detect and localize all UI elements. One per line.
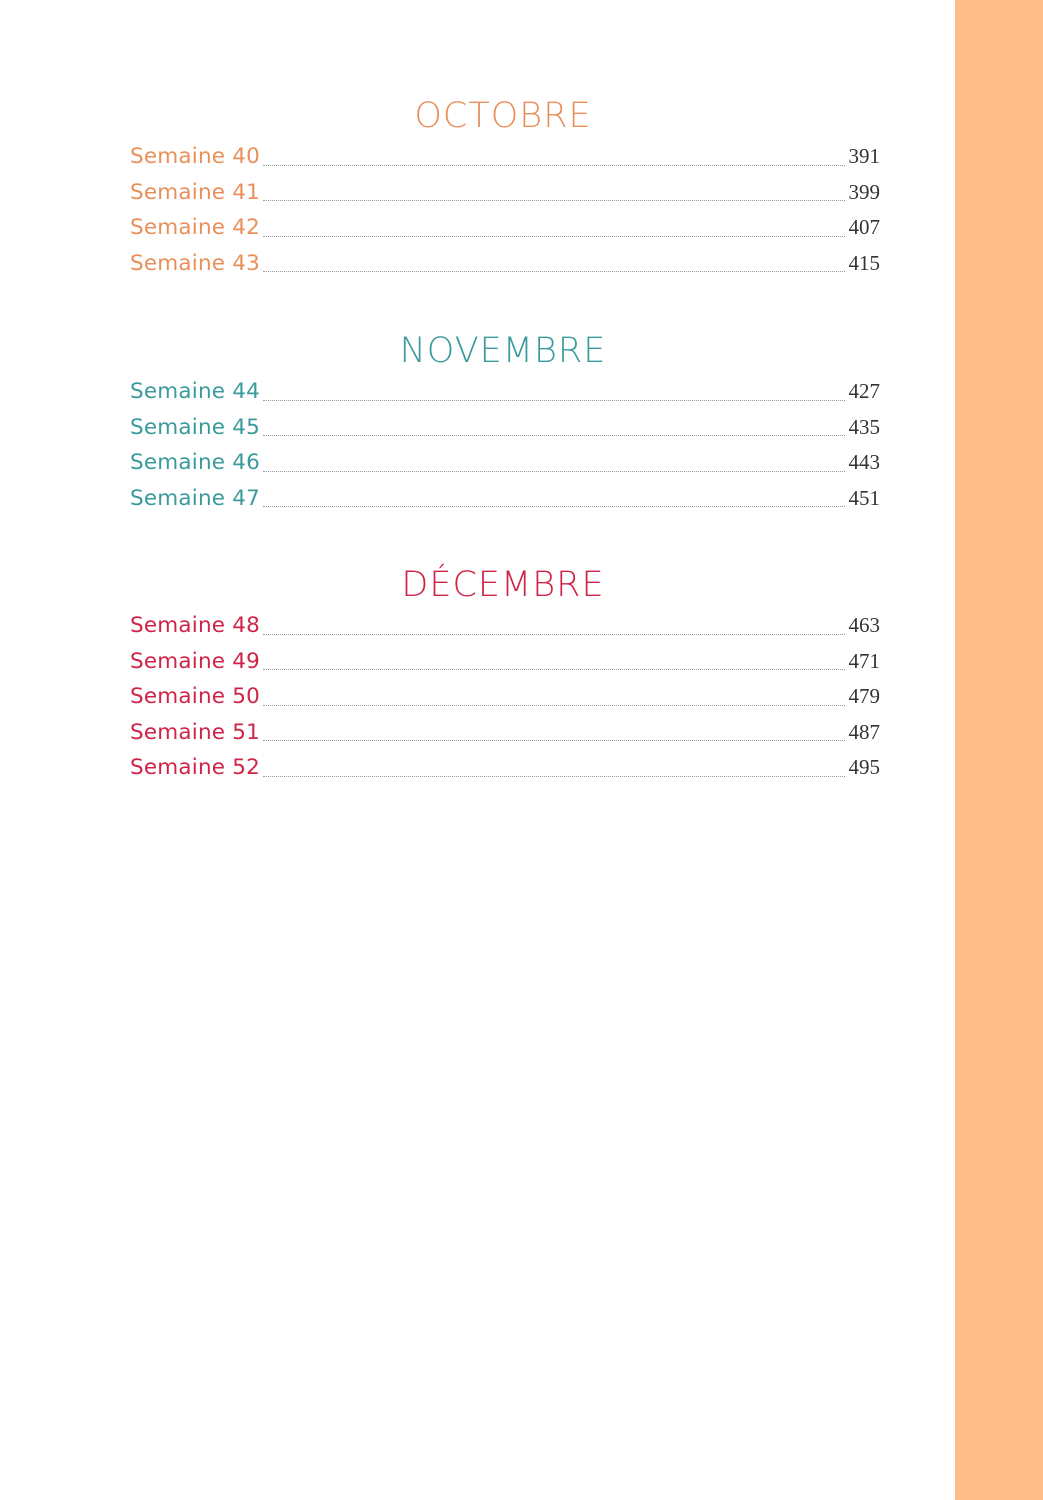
entry-label: Semaine 52 [130,755,261,781]
dot-leader [263,668,844,670]
month-title-novembre: NOVEMBRE [399,331,607,371]
toc-entry[interactable] [130,445,880,481]
entry-label: Semaine 40 [130,144,261,169]
toc-entry[interactable] [130,139,880,175]
section-octobre [130,96,880,281]
page-number: 479 [848,684,880,709]
dot-leader [263,775,844,777]
entry-label: Semaine 41 [130,179,261,205]
toc-entry[interactable] [130,374,880,410]
entry-label: Semaine 47 [130,485,261,511]
toc-entry[interactable] [130,608,880,644]
page-number: 495 [848,755,880,780]
entry-label: Semaine 46 [130,450,261,476]
month-title-decembre: DÉCEMBRE [401,565,605,605]
section-novembre [130,331,880,516]
dot-leader [263,434,844,436]
entry-label: Semaine 50 [130,684,261,710]
dot-leader [263,399,844,401]
dot-leader [263,164,844,166]
section-decembre [130,565,880,786]
dot-leader [263,704,844,706]
dot-leader [263,505,844,507]
entry-label: Semaine 42 [130,215,261,241]
dot-leader [263,739,844,741]
toc-entry[interactable] [130,210,880,246]
page-number: 443 [848,450,880,475]
dot-leader [263,270,844,272]
entry-label: Semaine 45 [130,414,261,440]
toc-entry[interactable] [130,175,880,211]
entry-label: Semaine 51 [130,719,261,745]
page-number: 435 [848,414,880,439]
page-number: 391 [848,144,880,168]
dot-leader [263,633,844,635]
page-number: 451 [848,485,880,510]
entry-label: Semaine 43 [130,250,261,276]
page-number: 407 [848,215,880,240]
toc-entry[interactable] [130,715,880,751]
entry-label: Semaine 49 [130,648,261,674]
dot-leader [263,470,844,472]
page-number: 415 [848,250,880,275]
toc-entry[interactable] [130,679,880,715]
dot-leader [263,235,844,237]
entry-label: Semaine 44 [130,379,261,404]
side-color-band [955,0,1043,1500]
month-title-octobre: OCTOBRE [414,96,592,136]
toc-entry[interactable] [130,410,880,446]
page-number: 427 [848,379,880,403]
page-number: 471 [848,648,880,673]
toc-entry[interactable] [130,644,880,680]
toc-entry[interactable] [130,481,880,517]
toc-entry[interactable] [130,750,880,786]
toc-entry[interactable] [130,246,880,282]
page-number: 463 [848,613,880,637]
page-number: 487 [848,719,880,744]
entry-label: Semaine 48 [130,613,261,638]
dot-leader [263,199,844,201]
page-number: 399 [848,179,880,204]
